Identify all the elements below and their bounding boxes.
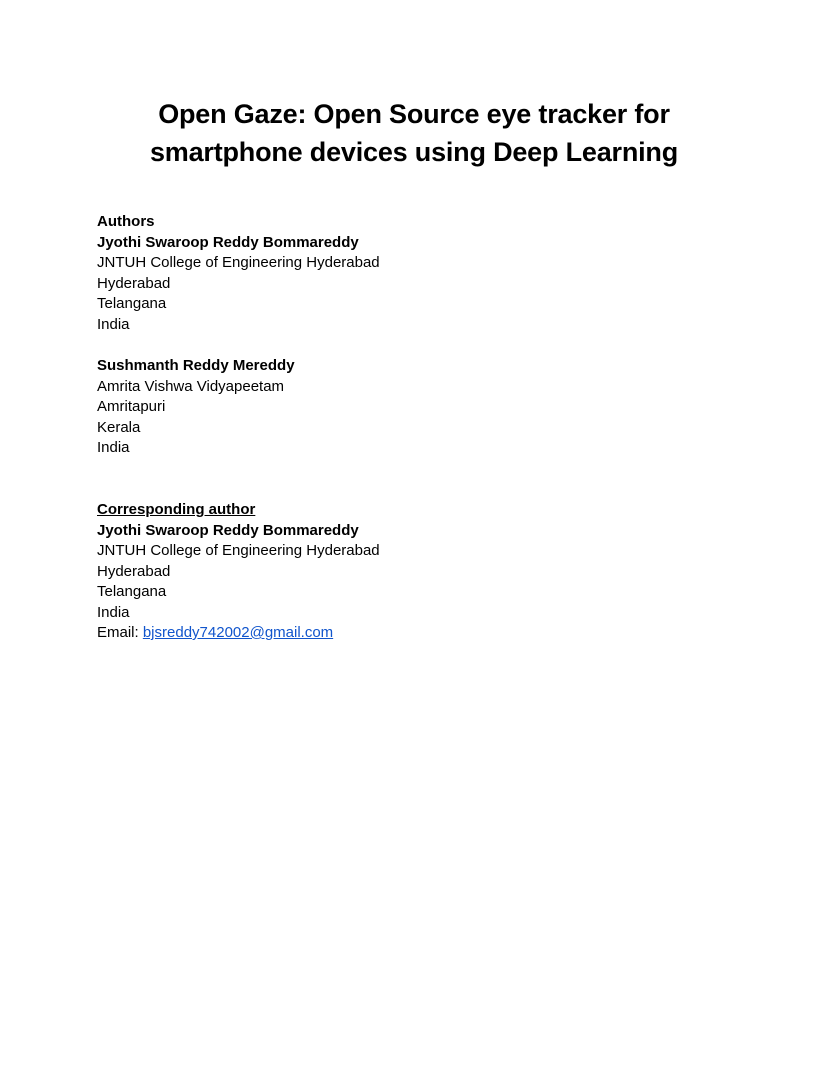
corresponding-author-heading: Corresponding author <box>97 501 256 518</box>
author-1-affiliation: JNTUH College of Engineering Hyderabad <box>97 254 380 271</box>
author-1-name: Jyothi Swaroop Reddy Bommareddy <box>97 233 359 251</box>
author-2-section <box>97 356 295 459</box>
corresponding-author-name: Jyothi Swaroop Reddy Bommareddy <box>97 521 359 539</box>
author-2-city: Amritapuri <box>97 398 166 415</box>
paper-title-line-1: Open Gaze: Open Source eye tracker for <box>158 99 670 129</box>
email-link[interactable]: bjsreddy742002@gmail.com <box>142 624 334 641</box>
author-1-state: Telangana <box>97 295 167 312</box>
corresponding-author-state: Telangana <box>97 583 167 600</box>
author-2-country: India <box>97 439 130 456</box>
authors-section <box>97 212 380 335</box>
corresponding-author-country: India <box>97 603 130 621</box>
authors-heading: Authors <box>97 213 155 230</box>
corresponding-author-section <box>97 500 380 644</box>
author-2-name: Sushmanth Reddy Mereddy <box>97 357 295 374</box>
corresponding-author-city: Hyderabad <box>97 562 171 580</box>
corresponding-author-affiliation: JNTUH College of Engineering Hyderabad <box>97 542 380 559</box>
author-1-country: India <box>97 315 130 333</box>
paper-title-line-2: smartphone devices using Deep Learning <box>149 137 679 167</box>
email-line <box>97 623 380 644</box>
author-2-affiliation: Amrita Vishwa Vidyapeetam <box>97 377 285 395</box>
author-2-state: Kerala <box>97 418 141 436</box>
paper-title <box>0 95 828 171</box>
author-1-city: Hyderabad <box>97 274 171 292</box>
email-label: Email: <box>97 624 143 641</box>
